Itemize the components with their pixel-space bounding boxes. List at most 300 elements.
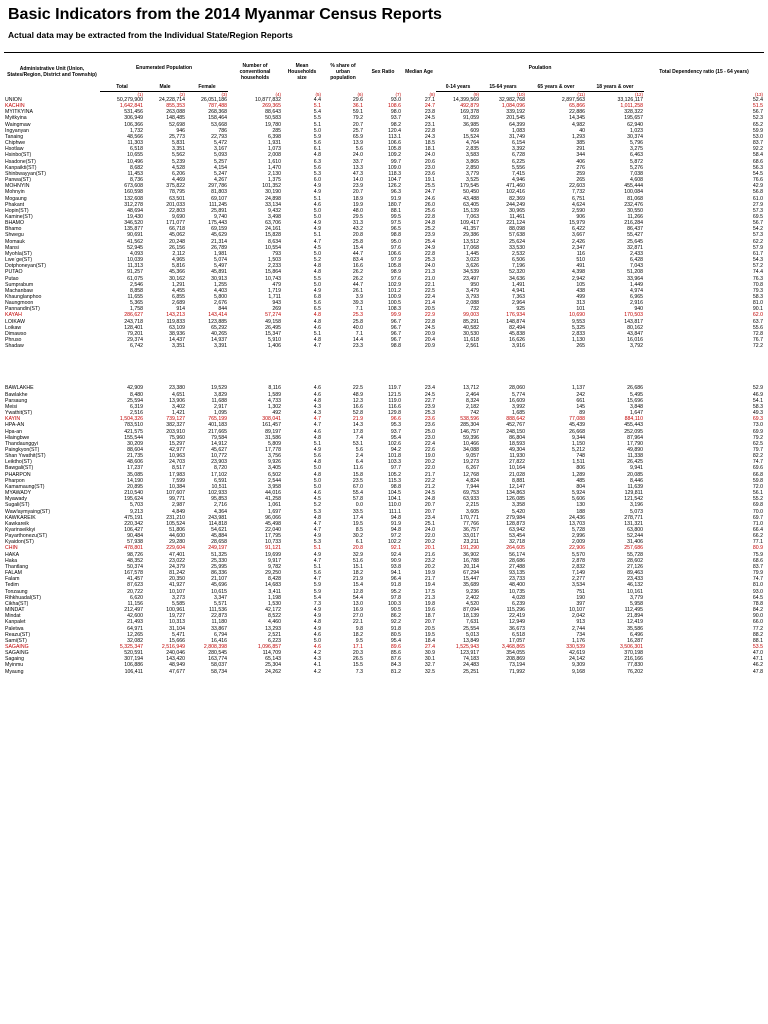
value-cell: 4,267 — [214, 177, 227, 184]
value-cell: 3,667 — [572, 232, 585, 239]
value-cell: 1,291 — [172, 281, 185, 288]
value-cell: 20.7 — [424, 619, 435, 626]
value-cell: 29,280 — [169, 539, 185, 546]
value-cell: 257,686 — [624, 545, 644, 552]
value-cell: 146,757 — [460, 428, 479, 435]
value-cell: 1,293 — [572, 133, 585, 140]
value-cell: 129,811 — [624, 490, 644, 497]
value-cell: 108.6 — [388, 103, 401, 110]
value-cell: 7,063 — [466, 213, 479, 220]
value-cell: 16,609 — [509, 397, 525, 404]
value-cell: 119.7 — [388, 385, 401, 392]
value-cell: 884,110 — [624, 416, 644, 423]
value-cell: 35,085 — [127, 471, 143, 478]
value-cell: 28,602 — [627, 557, 644, 564]
unit-name-cell: Panwa(ST) — [5, 177, 31, 184]
value-cell: 24.8 — [424, 496, 435, 503]
header-population: Poulation — [436, 53, 644, 84]
value-cell: 90.0 — [752, 613, 764, 620]
value-cell: 21.3 — [424, 269, 435, 276]
value-cell: 80.9 — [752, 545, 764, 552]
value-cell: 6,422 — [572, 226, 585, 233]
value-cell: 609 — [470, 127, 479, 134]
value-cell: 10,772 — [211, 453, 227, 460]
value-cell: 25,251 — [463, 668, 479, 675]
value-cell: 9,432 — [268, 207, 281, 214]
value-cell: 8,116 — [268, 385, 281, 392]
value-cell: 4.8 — [313, 397, 321, 404]
value-cell: 2,916 — [630, 300, 644, 307]
value-cell: 6.5 — [313, 306, 321, 313]
value-cell: 160,598 — [124, 189, 143, 196]
value-cell: 99.7 — [390, 158, 401, 165]
value-cell: 92.2 — [390, 619, 401, 626]
value-cell: 3,023 — [466, 257, 479, 264]
value-cell: 96.7 — [390, 324, 401, 331]
value-cell: 24.5 — [424, 324, 435, 331]
value-cell: 15,139 — [463, 207, 479, 214]
value-cell: 1,503 — [268, 257, 281, 264]
value-cell: 30,374 — [627, 133, 644, 140]
value-cell: 28,686 — [509, 557, 525, 564]
value-cell: 5,471 — [172, 631, 185, 638]
value-cell: 57,274 — [265, 312, 281, 319]
value-cell: 4.8 — [313, 263, 321, 270]
value-cell: 4.6 — [313, 490, 321, 497]
value-cell: 79.3 — [752, 287, 764, 294]
value-cell: 126.2 — [388, 183, 401, 190]
value-cell: 1,589 — [268, 391, 281, 398]
value-cell: 29,374 — [127, 337, 143, 344]
value-cell: 96.3 — [390, 189, 401, 196]
value-cell: 98.8 — [390, 483, 401, 490]
value-cell: 13,712 — [463, 385, 479, 392]
unit-name-cell: Sagaing — [5, 656, 25, 663]
value-cell: 59.8 — [752, 477, 764, 484]
value-cell: 739,127 — [166, 416, 185, 423]
value-cell: 96.7 — [390, 337, 401, 344]
value-cell: 106.6 — [388, 140, 401, 147]
value-cell: 23.4 — [424, 514, 435, 521]
value-cell: 65,292 — [211, 324, 227, 331]
unit-name-cell: Thandaunggyi — [5, 440, 38, 447]
value-cell: 12.3 — [352, 397, 363, 404]
value-cell: 94.1 — [390, 570, 401, 577]
value-cell: 19.5 — [424, 631, 435, 638]
unit-name-cell: PHARPON — [5, 471, 31, 478]
value-cell: 86,804 — [509, 434, 525, 441]
value-cell: 62.2 — [752, 238, 764, 245]
unit-name-cell: Waw!aymyaing(ST) — [5, 508, 51, 515]
value-cell: 108.3 — [388, 306, 401, 313]
value-cell: 17,790 — [627, 440, 644, 447]
value-cell: 118.3 — [388, 170, 401, 177]
value-cell: 94.8 — [390, 527, 401, 533]
value-cell: 279,984 — [506, 514, 525, 521]
value-cell: 95,853 — [211, 496, 227, 503]
value-cell: 25.2 — [424, 226, 435, 233]
value-cell: 116 — [576, 250, 585, 257]
value-cell: 61.7 — [752, 250, 764, 257]
value-cell: 11,303 — [127, 140, 143, 147]
unit-name-cell: Momauk — [5, 238, 25, 245]
value-cell: 2,850 — [466, 164, 479, 171]
value-cell: 45,891 — [211, 269, 227, 276]
unit-name-cell: Machanbaw — [5, 287, 33, 294]
value-cell: 27,822 — [509, 459, 525, 466]
value-cell: 65.9 — [352, 133, 363, 140]
value-cell: 24,262 — [265, 668, 281, 675]
value-cell: 5,495 — [630, 391, 644, 398]
value-cell: 128,401 — [124, 324, 143, 331]
value-cell: 20.5 — [424, 306, 435, 313]
value-cell: 6,518 — [130, 146, 143, 153]
value-cell: 3,402 — [172, 403, 185, 410]
value-cell: 145 — [576, 403, 585, 410]
value-cell: 76.3 — [752, 275, 764, 282]
value-cell: 32.7 — [424, 662, 435, 669]
value-cell: 30.1 — [424, 656, 435, 663]
value-cell: 81,803 — [211, 189, 227, 196]
value-cell: 24.5 — [424, 391, 435, 398]
value-cell: 45,366 — [169, 269, 185, 276]
value-cell: 31,586 — [265, 434, 281, 441]
value-cell: 5.6 — [313, 453, 321, 460]
unit-name-cell: Kamamaung(ST) — [5, 483, 45, 490]
value-cell: 5,247 — [214, 170, 227, 177]
unit-name-cell: Waingmaw — [5, 121, 31, 128]
value-cell: 135,877 — [124, 226, 143, 233]
value-cell: 24,142 — [569, 656, 585, 663]
value-cell: 66.8 — [752, 471, 764, 478]
unit-name-cell: Tedim — [5, 582, 19, 589]
unit-name-cell: Kyarinseikkyi — [5, 527, 36, 533]
header-enumerated: Enumerated Population — [100, 53, 228, 84]
value-cell: 5.9 — [313, 588, 321, 595]
value-cell: 5,239 — [172, 158, 185, 165]
unit-name-cell: Myawady — [5, 496, 27, 503]
value-cell: 66.4 — [752, 527, 764, 533]
value-cell: 3,275 — [630, 146, 644, 153]
value-cell: 52,945 — [127, 244, 143, 251]
value-cell: 14.0 — [352, 177, 363, 184]
value-cell: 90.5 — [390, 607, 401, 614]
value-cell: 5.6 — [355, 146, 363, 153]
value-cell: 8,480 — [130, 391, 143, 398]
value-cell: 45,629 — [211, 232, 227, 239]
value-cell: 32,718 — [509, 539, 525, 546]
value-cell: 3,196 — [630, 502, 644, 509]
value-cell: 15,447 — [463, 576, 479, 583]
value-cell: 5,774 — [512, 391, 525, 398]
column-index: (8) — [429, 91, 435, 97]
value-cell: 13,703 — [569, 520, 585, 527]
value-cell: 23.0 — [424, 164, 435, 171]
census-table — [4, 52, 764, 675]
value-cell: 49,158 — [265, 318, 281, 325]
value-cell: 98.2 — [390, 121, 401, 128]
value-cell: 21.7 — [424, 576, 435, 583]
value-cell: 62.5 — [752, 440, 764, 447]
value-cell: 93,135 — [509, 570, 525, 577]
unit-name-cell: Hsadone(ST) — [5, 158, 36, 165]
value-cell: 4,824 — [466, 477, 479, 484]
value-cell: 98,726 — [127, 551, 143, 558]
value-cell: 5,325 — [572, 324, 585, 331]
header-total: Total — [100, 83, 144, 92]
unit-name-cell: Reazu(ST) — [5, 631, 31, 638]
value-cell: 5,325,347 — [119, 643, 143, 650]
value-cell: 5.6 — [313, 164, 321, 171]
value-cell: 33.5 — [352, 508, 363, 515]
value-cell: 5.0 — [313, 483, 321, 490]
value-cell: 5.5 — [313, 115, 321, 122]
value-cell: 248,150 — [506, 428, 525, 435]
value-cell: 96,066 — [265, 514, 281, 521]
value-cell: 97.2 — [390, 533, 401, 540]
value-cell: 24,703 — [169, 459, 185, 466]
value-cell: 22,906 — [569, 545, 585, 552]
value-cell: 19,273 — [463, 459, 479, 466]
value-cell: 17,237 — [127, 465, 143, 472]
value-cell: 12,419 — [627, 619, 644, 626]
value-cell: 25,330 — [211, 557, 227, 564]
value-cell: 7.1 — [355, 306, 363, 313]
value-cell: 67.0 — [352, 483, 363, 490]
unit-name-cell: Paingkyon(ST) — [5, 446, 40, 453]
value-cell: 6,206 — [172, 170, 185, 177]
value-cell: 18.5 — [424, 140, 435, 147]
value-cell: 5.1 — [313, 103, 321, 110]
value-cell: 421,575 — [124, 428, 143, 435]
value-cell: 107,607 — [166, 490, 185, 497]
value-cell: 5,276 — [630, 164, 644, 171]
value-cell: 1,981 — [214, 250, 227, 257]
unit-name-cell: Leiktho(ST) — [5, 459, 32, 466]
value-cell: 89.6 — [390, 643, 401, 650]
value-cell: 75.9 — [752, 551, 764, 558]
value-cell: 76,202 — [627, 668, 644, 675]
value-cell: 47,677 — [169, 668, 185, 675]
value-cell: 13.3 — [352, 164, 363, 171]
value-cell: 105.8 — [388, 146, 401, 153]
value-cell: 72.8 — [752, 330, 764, 337]
value-cell: 732 — [470, 306, 479, 313]
value-cell: 11,266 — [627, 213, 644, 220]
value-cell: 5,497 — [214, 263, 227, 270]
value-cell: 249,197 — [208, 545, 227, 552]
value-cell: 2,182 — [466, 403, 479, 410]
value-cell: 43,847 — [627, 330, 644, 337]
value-cell: 85,291 — [463, 318, 479, 325]
value-cell: 96.5 — [390, 226, 401, 233]
unit-name-cell: SAGAING — [5, 650, 29, 657]
value-cell: 121.5 — [388, 391, 401, 398]
value-cell: 25.6 — [424, 207, 435, 214]
value-cell: 17,795 — [265, 533, 281, 540]
value-cell: 9,344 — [572, 434, 585, 441]
value-cell: 950 — [470, 281, 479, 288]
value-cell: 134,863 — [506, 490, 525, 497]
unit-name-cell: Myohla(ST) — [5, 250, 32, 257]
value-cell: 20.2 — [424, 563, 435, 570]
value-cell: 23,497 — [463, 275, 479, 282]
value-cell: 69.8 — [752, 502, 764, 509]
value-cell: 11,453 — [127, 170, 143, 177]
value-cell: 99,003 — [463, 312, 479, 319]
value-cell: 4.8 — [313, 459, 321, 466]
value-cell: 79,201 — [127, 330, 143, 337]
value-cell: 22.4 — [424, 440, 435, 447]
value-cell: 20.1 — [424, 545, 435, 552]
value-cell: 4,469 — [172, 177, 185, 184]
value-cell: 51.6 — [352, 557, 363, 564]
value-cell: 913 — [576, 619, 585, 626]
value-cell: 6,154 — [512, 140, 525, 147]
value-cell: 10,313 — [169, 619, 185, 626]
value-cell: 83.7 — [752, 563, 764, 570]
value-cell: 8,682 — [130, 164, 143, 171]
value-cell: 1,610 — [268, 158, 281, 165]
value-cell: 2,008 — [268, 152, 281, 159]
value-cell: 71.0 — [752, 520, 764, 527]
value-cell: 269,365 — [262, 103, 281, 110]
value-cell: 6.0 — [313, 177, 321, 184]
value-cell: 93.8 — [390, 563, 401, 570]
value-cell: 57,638 — [509, 232, 525, 239]
value-cell: 180.7 — [388, 201, 401, 208]
value-cell: 24,898 — [265, 195, 281, 202]
value-cell: 217,665 — [208, 428, 227, 435]
unit-name-cell: Payarthonezu(ST) — [5, 533, 48, 540]
value-cell: 2,942 — [572, 275, 585, 282]
value-cell: 105,524 — [166, 520, 185, 527]
value-cell: 58,037 — [211, 662, 227, 669]
value-cell: 6,965 — [630, 294, 644, 300]
value-cell: 29.6 — [352, 97, 363, 103]
value-cell: 4.8 — [313, 312, 321, 319]
header-median-age: Median Age — [402, 53, 436, 92]
value-cell: 109,417 — [460, 220, 479, 227]
value-cell: 229,604 — [166, 545, 185, 552]
value-cell: 276 — [576, 164, 585, 171]
value-cell: 23.2 — [424, 557, 435, 564]
value-cell: 176,934 — [506, 312, 525, 319]
column-index: (1) — [137, 92, 143, 97]
value-cell: 2,516 — [130, 410, 143, 417]
value-cell: 86,437 — [627, 226, 644, 233]
value-cell: 26,156 — [169, 244, 185, 251]
value-cell: 455,443 — [624, 422, 644, 429]
value-cell: 5,257 — [214, 158, 227, 165]
unit-name-cell: HAKA — [5, 551, 20, 558]
value-cell: 81,242 — [169, 570, 185, 577]
header-urban: % share of urban population — [322, 53, 364, 92]
value-cell: 5,585 — [172, 600, 185, 607]
value-cell: 286,627 — [124, 312, 143, 319]
value-cell: 23.9 — [424, 232, 435, 239]
header-hh-size: Mean Households size — [282, 53, 322, 92]
value-cell: 35,586 — [627, 625, 644, 632]
value-cell: 82,494 — [509, 324, 525, 331]
value-cell: 1,302 — [268, 403, 281, 410]
unit-name-cell: Thantlang — [5, 563, 29, 570]
value-cell: 97.5 — [390, 220, 401, 227]
value-cell: 41,927 — [169, 582, 185, 589]
value-cell: 111.1 — [388, 508, 401, 515]
value-cell: 20.7 — [352, 189, 363, 196]
value-cell: 9.8 — [355, 625, 363, 632]
value-cell: 2,561 — [466, 343, 479, 350]
value-cell: 855,353 — [166, 103, 185, 110]
value-cell: 31,749 — [509, 133, 525, 140]
value-cell: 54.3 — [752, 257, 764, 264]
value-cell: 313 — [576, 300, 585, 307]
value-cell: 41,357 — [463, 226, 479, 233]
value-cell: 375,822 — [166, 183, 185, 190]
value-cell: 21.9 — [352, 416, 363, 423]
value-cell: 28,060 — [509, 385, 525, 392]
value-cell: 148,485 — [166, 115, 185, 122]
value-cell: 4.8 — [313, 269, 321, 276]
value-cell: 195,657 — [624, 115, 644, 122]
value-cell: 2,878 — [572, 557, 585, 564]
value-cell: 21,735 — [127, 453, 143, 460]
value-cell: 63,800 — [627, 527, 644, 533]
value-cell: 63,706 — [265, 220, 281, 227]
value-cell: 18.9 — [352, 195, 363, 202]
value-cell: 22.0 — [424, 465, 435, 472]
value-cell: 10,655 — [127, 152, 143, 159]
value-cell: 87.6 — [390, 656, 401, 663]
value-cell: 26.2 — [352, 275, 363, 282]
value-cell: 510 — [576, 257, 585, 264]
value-cell: 5.4 — [313, 594, 321, 601]
value-cell: 32,982,768 — [499, 97, 525, 103]
value-cell: 24.5 — [424, 490, 435, 497]
value-cell: 3,479 — [466, 287, 479, 294]
value-cell: 5,556 — [512, 164, 525, 171]
value-cell: 25.4 — [424, 238, 435, 245]
value-cell: 26,051,186 — [201, 97, 227, 103]
value-cell: 4.7 — [313, 527, 321, 533]
value-cell: 5,562 — [172, 152, 185, 159]
value-cell: 82,369 — [509, 195, 525, 202]
value-cell: 11,180 — [211, 619, 227, 626]
value-cell: 49,304 — [509, 446, 525, 453]
value-cell: 4,946 — [512, 177, 525, 184]
value-cell: 25.8 — [352, 318, 363, 325]
value-cell: 77.1 — [752, 539, 764, 546]
value-cell: 2,130 — [268, 170, 281, 177]
value-cell: 36.1 — [352, 103, 363, 110]
value-cell: 10,384 — [169, 483, 185, 490]
value-cell: 7.1 — [355, 330, 363, 337]
value-cell: 22.8 — [424, 250, 435, 257]
value-cell: 99.5 — [390, 213, 401, 220]
value-cell: 12.8 — [352, 588, 363, 595]
value-cell: 6,225 — [512, 158, 525, 165]
value-cell: 499 — [576, 294, 585, 300]
header-age-18: 18 years & over — [586, 83, 644, 92]
unit-name-cell: Pannandin(ST) — [5, 306, 40, 313]
value-cell: 1,931 — [268, 140, 281, 147]
value-cell: 4.9 — [313, 189, 321, 196]
value-cell: 243,718 — [124, 318, 143, 325]
value-cell: 16,788 — [463, 557, 479, 564]
value-cell: 242 — [576, 391, 585, 398]
value-cell: 2,808,398 — [203, 643, 227, 650]
